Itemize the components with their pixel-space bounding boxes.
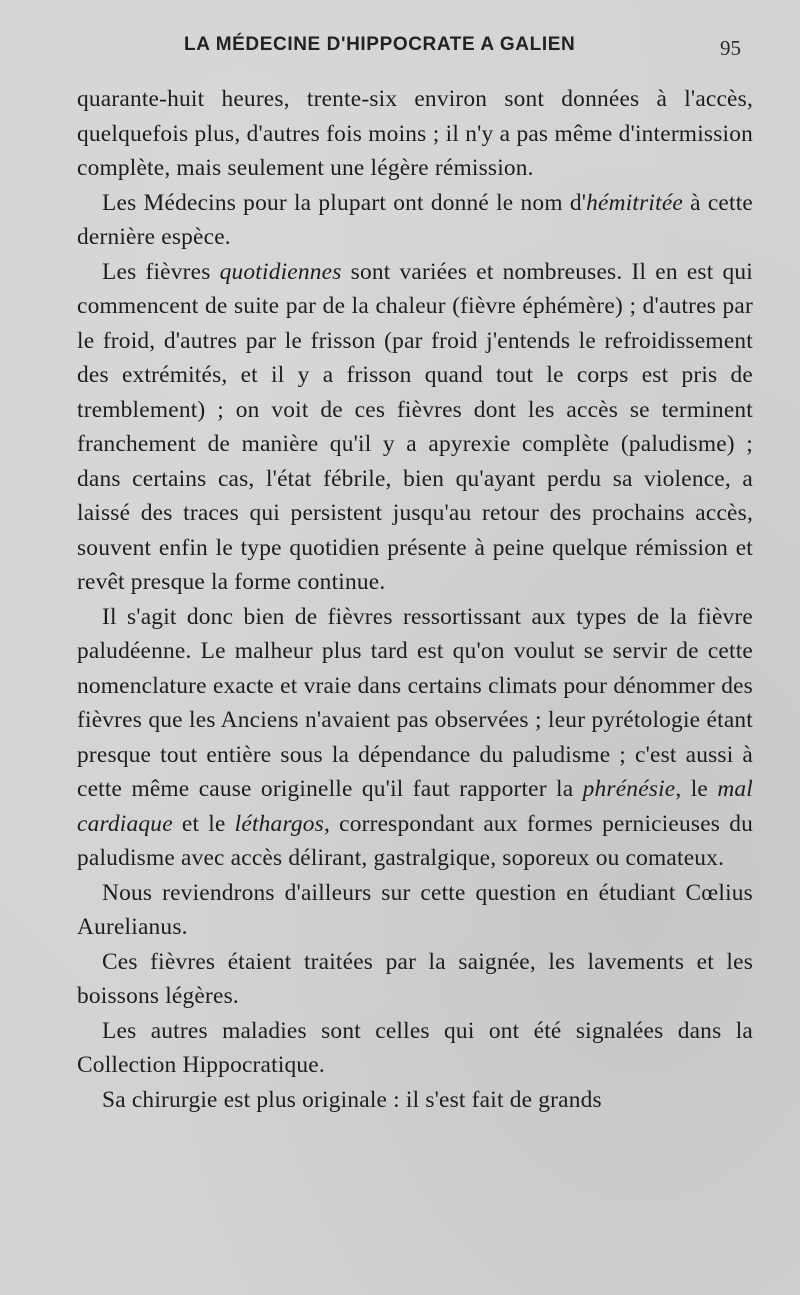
term-mal-cardiaque: mal cardiaque — [77, 776, 753, 837]
paragraph-5: Nous reviendrons d'ailleurs sur cette question en étudiant Cœlius Aurelianus. — [77, 879, 753, 940]
running-head — [0, 34, 800, 64]
paragraph-4: Il s'agit donc bien de fièvres ressortissant aux types de la fièvre paludéenne. Le malheur plus tard est qu'on voulut se servir de cette nomenclature exacte et vraie dans certains climats pour dénommer des fièvres que les Anciens n'avaient pas observées ; leur pyrétologie étant presque tout entière sous la dépendance du paludisme ; c'est aussi à cette même cause originelle qu'il faut rapporter la phrénésie, le mal cardiaque et le léthargos, correspondant aux formes pernicieuses du paludisme avec accès délirant, gastralgique, soporeux ou comateux. — [77, 603, 753, 871]
term-lethargos: léthargos — [234, 810, 324, 837]
term-hemitritee: hémitritée — [586, 189, 683, 216]
running-title: LA MÉDECINE D'HIPPOCRATE A GALIEN — [184, 34, 576, 55]
paragraph-3: Les fièvres quotidiennes sont variées et nombreuses. Il en est qui commencent de suite par de la chaleur (fièvre éphémère) ; d'autres par le froid, d'autres par le frisson (par froid j'entends le refroidissement des extrémités, et il y a frisson quand tout le corps est pris de tremblement) ; on voit de ces fièvres dont les accès se terminent franchement de manière qu'il y a apyrexie complète (paludisme) ; dans certains cas, l'état fébrile, bien qu'ayant perdu sa violence, a laissé des traces qui persistent jusqu'au retour des prochains accès, souvent enfin le type quotidien présente à peine quelque rémission et revêt presque la forme continue. — [77, 258, 754, 595]
paragraph-2: Les Médecins pour la plupart ont donné le nom d'hémitritée à cette dernière espèce. — [77, 189, 753, 250]
term-phrenesie: phrénésie — [582, 776, 676, 802]
paragraph-6: Ces fièvres étaient traitées par la saignée, les lavements et les boissons légères. — [77, 948, 753, 1009]
paragraph-1: quarante-huit heures, trente-six environ sont données à l'accès, quelquefois plus, d'autres fois moins ; il n'y a pas même d'intermission complète, mais seulement une légère rémission. — [77, 86, 753, 181]
paragraph-8: Sa chirurgie est plus originale : il s'est fait de grands — [102, 1086, 602, 1113]
paragraph-7: Les autres maladies sont celles qui ont été signalées dans la Collection Hippocratique. — [77, 1017, 753, 1078]
body-text — [77, 82, 753, 1117]
page-number: 95 — [720, 36, 741, 60]
term-quotidiennes: quotidiennes — [219, 258, 342, 285]
